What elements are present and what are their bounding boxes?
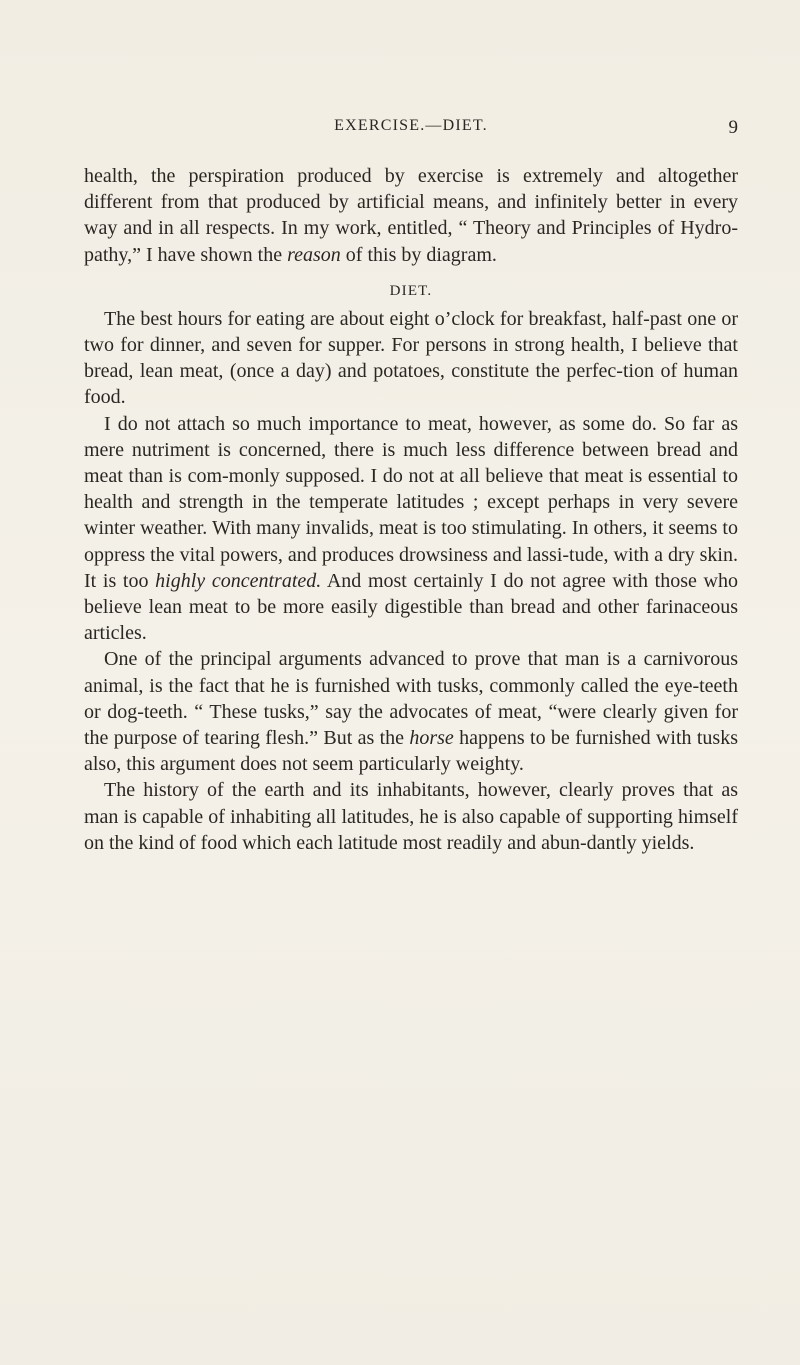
paragraph-3-text-a: I do not attach so much importance to meat, however, as some do. So far as mere nutriment is concerned, there is much less difference between bread and meat than is com-monly supposed. I do not at all believe that meat is essential to health and strength in the temperate latitudes ; except perhaps in very severe winter weather. With many invalids, meat is too stimulating. In others, it seems to oppress the vital powers, and produces drowsiness and lassi-tude, with a dry skin. It is too xyxy=(84,412,738,592)
running-head xyxy=(84,117,738,141)
paragraph-3-text-b: And most certainly I do not agree with those who believe lean meat to be more easily digestible than bread and other farinaceous articles. xyxy=(84,569,738,645)
paragraph-4-italic: horse xyxy=(409,727,454,750)
paragraph-history-latitudes: The history of the earth and its inhabitants, however, clearly proves that as man is capable of inhabiting all latitudes, he is also capable of supporting himself on the kind of food which each latitude most readily and abun-dantly yields. xyxy=(84,779,738,854)
running-head-title: EXERCISE.—DIET. xyxy=(334,117,488,134)
body-text xyxy=(84,163,738,856)
paragraph-1-text-b: of this by diagram. xyxy=(340,243,497,266)
paragraph-meat-importance xyxy=(84,411,738,647)
paragraph-4-text-a: One of the principal arguments advanced to prove that man is a carnivorous animal, is the fact that he is furnished with tusks, commonly called the eye-teeth or dog-teeth. “ These tusks,” say the advocates of meat, “were clearly given for the purpose of tearing flesh.” But as the xyxy=(84,648,738,750)
section-heading-diet: DIET. xyxy=(389,282,433,299)
paragraph-4-text-b: happens to be furnished with tusks also, this argument does not seem particularly weighty. xyxy=(84,727,739,776)
paragraph-1-text-a: health, the perspiration produced by exercise is extremely and altogether different from that produced by artificial means, and infinitely better in every way and in all respects. In my work, entitled, “ Theory and Principles of Hydro-pathy,” I have shown the xyxy=(84,165,738,266)
page-number: 9 xyxy=(728,117,738,138)
paragraph-continuation xyxy=(84,163,738,268)
paragraph-3-italic: highly concentrated. xyxy=(155,569,322,592)
paragraph-carnivorous-argument xyxy=(84,646,738,777)
paragraph-1-italic: reason xyxy=(287,243,341,266)
paragraph-best-hours: The best hours for eating are about eight o’clock for breakfast, half-past one or two for dinner, and seven for supper. For persons in strong health, I believe that bread, lean meat, (once a day) and potatoes, constitute the perfec-tion of human food. xyxy=(84,307,738,409)
